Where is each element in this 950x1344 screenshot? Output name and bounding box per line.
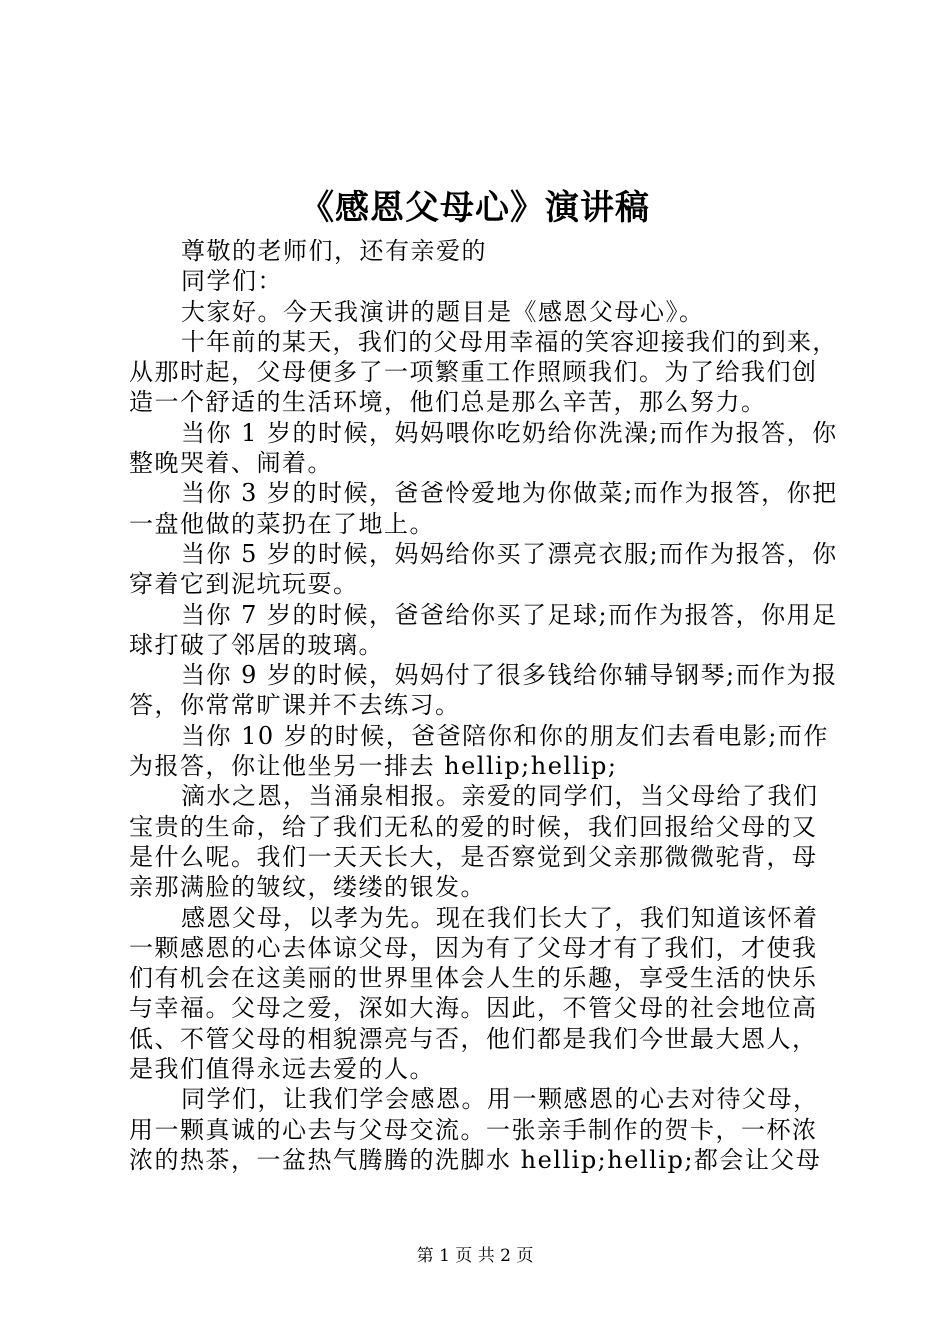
text-line: 当你 10 岁的时候，爸爸陪你和你的朋友们去看电影;而作 xyxy=(181,721,829,750)
text-line: 为报答，你让他坐另一排去 hellip;hellip; xyxy=(129,752,618,781)
text-line: 是我们值得永远去爱的人。 xyxy=(129,1055,435,1084)
text-line: 们有机会在这美丽的世界里体会人生的乐趣，享受生活的快乐 xyxy=(129,964,818,993)
text-line: 当你 1 岁的时候，妈妈喂你吃奶给你洗澡;而作为报答，你 xyxy=(181,418,838,447)
text-line: 滴水之恩，当涌泉相报。亲爱的同学们，当父母给了我们 xyxy=(181,782,819,811)
text-line: 从那时起，父母便多了一项繁重工作照顾我们。为了给我们创 xyxy=(129,358,818,387)
text-line: 是什么呢。我们一天天长大，是否察觉到父亲那微微驼背，母 xyxy=(129,842,818,871)
text-line: 当你 5 岁的时候，妈妈给你买了漂亮衣服;而作为报答，你 xyxy=(181,539,838,568)
text-line: 一颗感恩的心去体谅父母，因为有了父母才有了我们，才使我 xyxy=(129,933,818,962)
text-line: 同学们，让我们学会感恩。用一颗感恩的心去对待父母， xyxy=(181,1085,819,1114)
text-line: 十年前的某天，我们的父母用幸福的笑容迎接我们的到来， xyxy=(181,327,838,356)
text-line: 当你 9 岁的时候，妈妈付了很多钱给你辅导钢琴;而作为报 xyxy=(181,661,838,690)
text-line: 穿着它到泥坑玩耍。 xyxy=(129,570,359,599)
page-footer: 第 1 页 共 2 页 xyxy=(416,1246,534,1266)
text-line: 亲那满脸的皱纹，缕缕的银发。 xyxy=(129,873,486,902)
text-line: 当你 3 岁的时候，爸爸怜爱地为你做菜;而作为报答，你把 xyxy=(181,479,838,508)
text-line: 同学们： xyxy=(181,267,283,296)
text-line: 与幸福。父母之爱，深如大海。因此，不管父母的社会地位高 xyxy=(129,994,818,1023)
text-line: 感恩父母，以孝为先。现在我们长大了，我们知道该怀着 xyxy=(181,903,819,932)
text-line: 一盘他做的菜扔在了地上。 xyxy=(129,509,435,538)
text-line: 宝贵的生命，给了我们无私的爱的时候，我们回报给父母的又 xyxy=(129,812,818,841)
text-line: 当你 7 岁的时候，爸爸给你买了足球;而作为报答，你用足 xyxy=(181,600,838,629)
document-body xyxy=(129,236,837,1175)
text-line: 用一颗真诚的心去与父母交流。一张亲手制作的贺卡，一杯浓 xyxy=(129,1115,818,1144)
text-line: 低、不管父母的相貌漂亮与否，他们都是我们今世最大恩人， xyxy=(129,1024,818,1053)
text-line: 球打破了邻居的玻璃。 xyxy=(129,630,384,659)
text-line: 整晚哭着、闹着。 xyxy=(129,449,333,478)
text-line: 浓的热茶，一盆热气腾腾的洗脚水 hellip;hellip;都会让父母 xyxy=(129,1145,822,1174)
text-line: 造一个舒适的生活环境，他们总是那么辛苦，那么努力。 xyxy=(129,388,767,417)
text-line: 答，你常常旷课并不去练习。 xyxy=(129,691,461,720)
document-title: 《感恩父母心》演讲稿 xyxy=(300,188,650,228)
text-line: 尊敬的老师们，还有亲爱的 xyxy=(181,237,487,265)
text-line: 大家好。今天我演讲的题目是《感恩父母心》。 xyxy=(181,297,705,326)
